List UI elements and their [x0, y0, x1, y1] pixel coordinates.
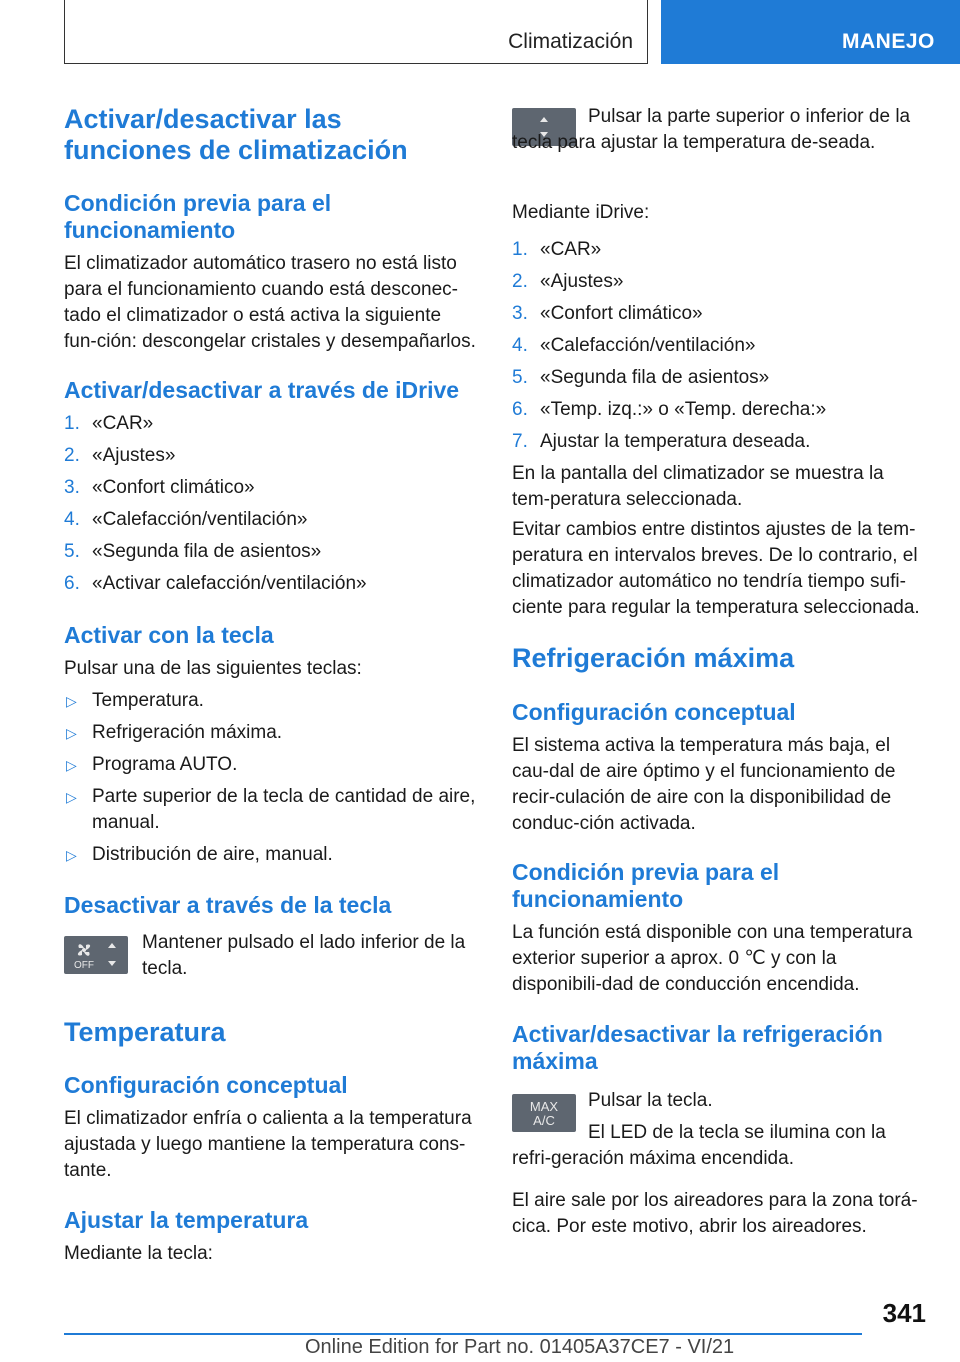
paragraph-ajustar-tecla: Pulsar la parte superior o inferior de la tecla para ajustar la temperatura de‐seada. [512, 106, 911, 153]
subheading-condicion-refrig: Condición previa para el funcionamiento [512, 859, 780, 912]
paragraph-led-tecla: El LED de la tecla se ilumina con la refri‐geración máxima encendida. [512, 1122, 886, 1169]
paragraph-configuracion-temp: El climatizador enfría o calienta a la temperatura ajustada y luego mantiene la temperatura cons‐tante. [64, 1108, 472, 1181]
subheading-condicion-previa: Condición previa para el funcionamiento [64, 190, 332, 243]
paragraph-configuracion-refrig: El sistema activa la temperatura más baja, el cau‐dal de aire óptimo y el funcionamiento de recir‐culación de aire con la disponibilidad de conduc‐ción activada. [512, 735, 896, 834]
heading-temperatura: Temperatura [64, 1017, 226, 1047]
header-tab-manejo[interactable] [661, 0, 960, 64]
paragraph-desactivar-tecla: Mantener pulsado el lado inferior de la tecla. [142, 932, 466, 979]
triangle-bullet-icon: ▷ [66, 693, 77, 709]
triangle-bullet-icon: ▷ [66, 725, 77, 741]
paragraph-condicion-refrig: La función está disponible con una temperatura exterior superior a aprox. 0 ℃ y con la disponibili‐dad de conducción encendida. [512, 922, 913, 995]
svg-text:OFF: OFF [74, 960, 94, 971]
paragraph-ajustar-temp: Mediante la tecla: [64, 1243, 213, 1264]
subheading-activar-tecla: Activar con la tecla [64, 622, 274, 648]
header-section-title: Climatización [508, 30, 633, 53]
footer-divider [64, 1333, 862, 1335]
page-number: 341 [882, 1298, 926, 1328]
header-tab-label: MANEJO [842, 30, 935, 53]
svg-text:A/C: A/C [533, 1113, 555, 1128]
paragraph-evitar-cambios: Evitar cambios entre distintos ajustes de la tem‐peratura en intervalos breves. De lo contrario, el climatizador automático no tendría tiempo sufi‐ciente para regular la temperatura seleccionada. [512, 519, 920, 618]
subheading-activar-refrig: Activar/desactivar la refrigeración máxima [512, 1021, 883, 1074]
paragraph-mediante-idrive: Mediante iDrive: [512, 202, 650, 223]
triangle-bullet-icon: ▷ [66, 847, 77, 863]
header-box [64, 0, 648, 64]
subheading-activar-idrive: Activar/desactivar a través de iDrive [64, 377, 460, 403]
heading-refrigeracion-maxima: Refrigeración máxima [512, 643, 795, 673]
triangle-bullet-icon: ▷ [66, 757, 77, 773]
paragraph-aireadores: El aire sale por los aireadores para la zona torá‐cica. Por este motivo, abrir los aireadores. [512, 1190, 918, 1237]
subheading-ajustar-temp: Ajustar la temperatura [64, 1207, 309, 1233]
paragraph-activar-tecla: Pulsar una de las siguientes teclas: [64, 658, 362, 679]
footer-edition: Online Edition for Part no. 01405A37CE7 - VI/21 [305, 1336, 735, 1358]
heading-activar-desactivar: Activar/desactivar las funciones de climatización [64, 104, 408, 165]
subheading-configuracion-temp: Configuración conceptual [64, 1072, 348, 1098]
fan-off-button-icon [64, 936, 128, 974]
triangle-bullet-icon: ▷ [66, 789, 77, 805]
paragraph-pantalla: En la pantalla del climatizador se muestra la tem‐peratura seleccionada. [512, 463, 884, 510]
paragraph-pulsar-tecla: Pulsar la tecla. [588, 1090, 713, 1111]
subheading-configuracion-refrig: Configuración conceptual [512, 699, 796, 725]
svg-text:MAX: MAX [529, 1099, 559, 1114]
subheading-desactivar-tecla: Desactivar a través de la tecla [64, 892, 392, 918]
paragraph-condicion-previa: El climatizador automático trasero no está listo para el funcionamiento cuando está desconec‐tado el climatizador o está activa la siguiente fun‐ción: descongelar cristales y desempañarlos. [64, 253, 476, 352]
